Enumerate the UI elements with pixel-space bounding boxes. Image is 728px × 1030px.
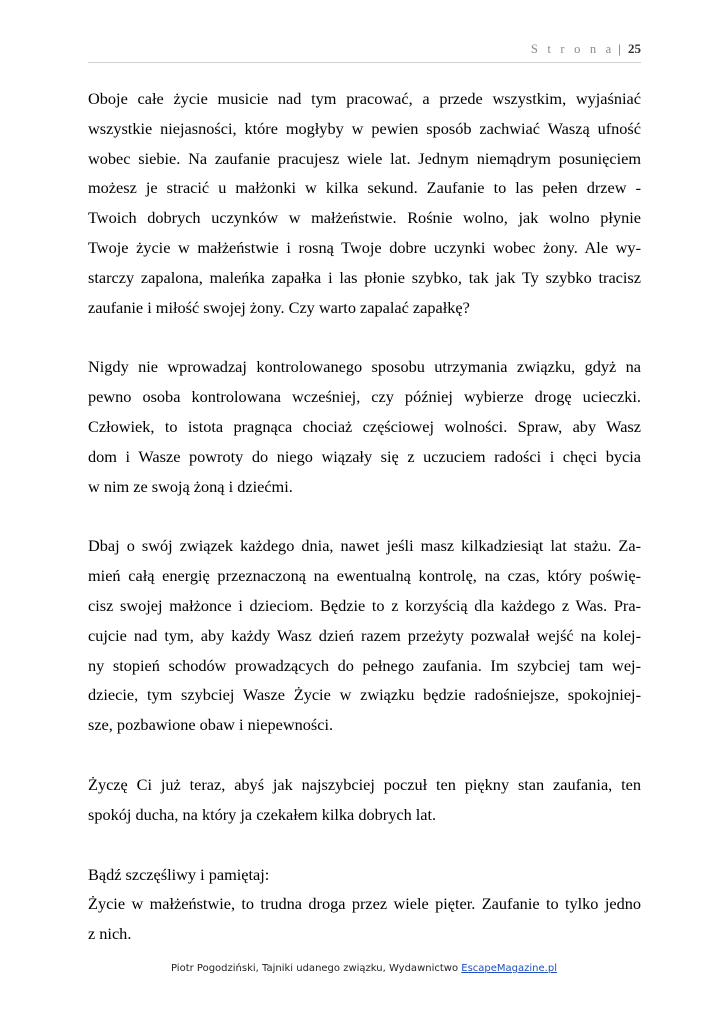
page-header-separator: | <box>618 41 621 56</box>
paragraph-line: w nim ze swoją żoną i dziećmi. <box>88 476 293 496</box>
page-number: 25 <box>628 41 641 56</box>
paragraph-line: Nigdy nie wprowadzaj kontrolowanego sposobu utrzymania związku, gdyż na <box>88 357 641 377</box>
page-header-label: S t r o n a <box>530 42 615 56</box>
paragraph-line: Bądź szczęśliwy i pamiętaj: <box>88 864 270 884</box>
paragraph-line: Życie w małżeństwie, to trudna droga przez wiele pięter. Zaufanie to tylko jedno <box>88 894 641 914</box>
page-header <box>88 40 641 63</box>
paragraph-line: Człowiek, to istota pragnąca chociaż częściowej wolności. Spraw, aby Wasz <box>88 416 641 436</box>
paragraph-line: Oboje całe życie musicie nad tym pracować, a przede wszystkim, wyjaśniać <box>88 89 641 108</box>
paragraph-line: Twoje życie w małżeństwie i rosną Twoje dobre uczynki wobec żony. Ale wy- <box>88 237 641 257</box>
paragraph-line: dom i Wasze powroty do niego wiązały się z uczuciem radości i chęci bycia <box>88 446 641 466</box>
paragraph-line: spokój ducha, na który ja czekałem kilka dobrych lat. <box>88 804 437 824</box>
paragraph-line: Życzę Ci już teraz, abyś jak najszybciej poczuł ten piękny stan zaufania, ten <box>88 774 641 794</box>
document-body <box>88 84 641 949</box>
paragraph-line: możesz je stracić u małżonki w kilka sekund. Zaufanie to las pełen drzew - <box>88 178 641 198</box>
paragraph-line: ny stopień schodów prowadzących do pełnego zaufania. Im szybciej tam wej- <box>88 655 641 675</box>
paragraph-line: starczy zapalona, maleńka zapałka i las płonie szybko, tak jak Ty szybko tracisz <box>88 267 641 287</box>
paragraph-spacer <box>88 830 641 860</box>
paragraph-line: dziecie, tym szybciej Wasze Życie w związku będzie radośniejsze, spokojniej- <box>88 685 641 705</box>
paragraph-line: cisz swojej małżonce i dzieciom. Będzie to z korzyścią dla każdego z Was. Pra- <box>88 595 641 615</box>
paragraph-line: wobec siebie. Na zaufanie pracujesz wiele lat. Jednym niemądrym posunięciem <box>88 148 641 168</box>
publisher-link[interactable]: EscapeMagazine.pl <box>461 963 557 974</box>
paragraph-line: sze, pozbawione obaw i niepewności. <box>88 715 334 735</box>
paragraph-spacer <box>88 322 641 352</box>
paragraph-line: wszystkie niejasności, które mogłyby w pewien sposób zachwiać Waszą ufność <box>88 118 641 138</box>
page-footer <box>0 963 728 974</box>
footer-citation: Piotr Pogodziński, Tajniki udanego związku, Wydawnictwo <box>171 963 462 974</box>
paragraph-line: zaufanie i miłość swojej żony. Czy warto zapalać zapałkę? <box>88 297 470 317</box>
paragraph-spacer <box>88 501 641 531</box>
paragraph-line: cujcie nad tym, aby każdy Wasz dzień razem przeżyty pozwalał wejść na kolej- <box>88 625 641 645</box>
paragraph-line: Dbaj o swój związek każdego dnia, nawet jeśli masz kilkadziesiąt lat stażu. Za- <box>88 536 641 556</box>
paragraph-line: z nich. <box>88 924 132 944</box>
paragraph-line: pewno osoba kontrolowana wcześniej, czy później wybierze drogę ucieczki. <box>88 387 641 407</box>
paragraph-spacer <box>88 740 641 770</box>
paragraph-line: Twoich dobrych uczynków w małżeństwie. Rośnie wolno, jak wolno płynie <box>88 208 641 228</box>
paragraph-line: mień całą energię przeznaczoną na ewentualną kontrolę, na czas, który poświę- <box>88 566 641 586</box>
